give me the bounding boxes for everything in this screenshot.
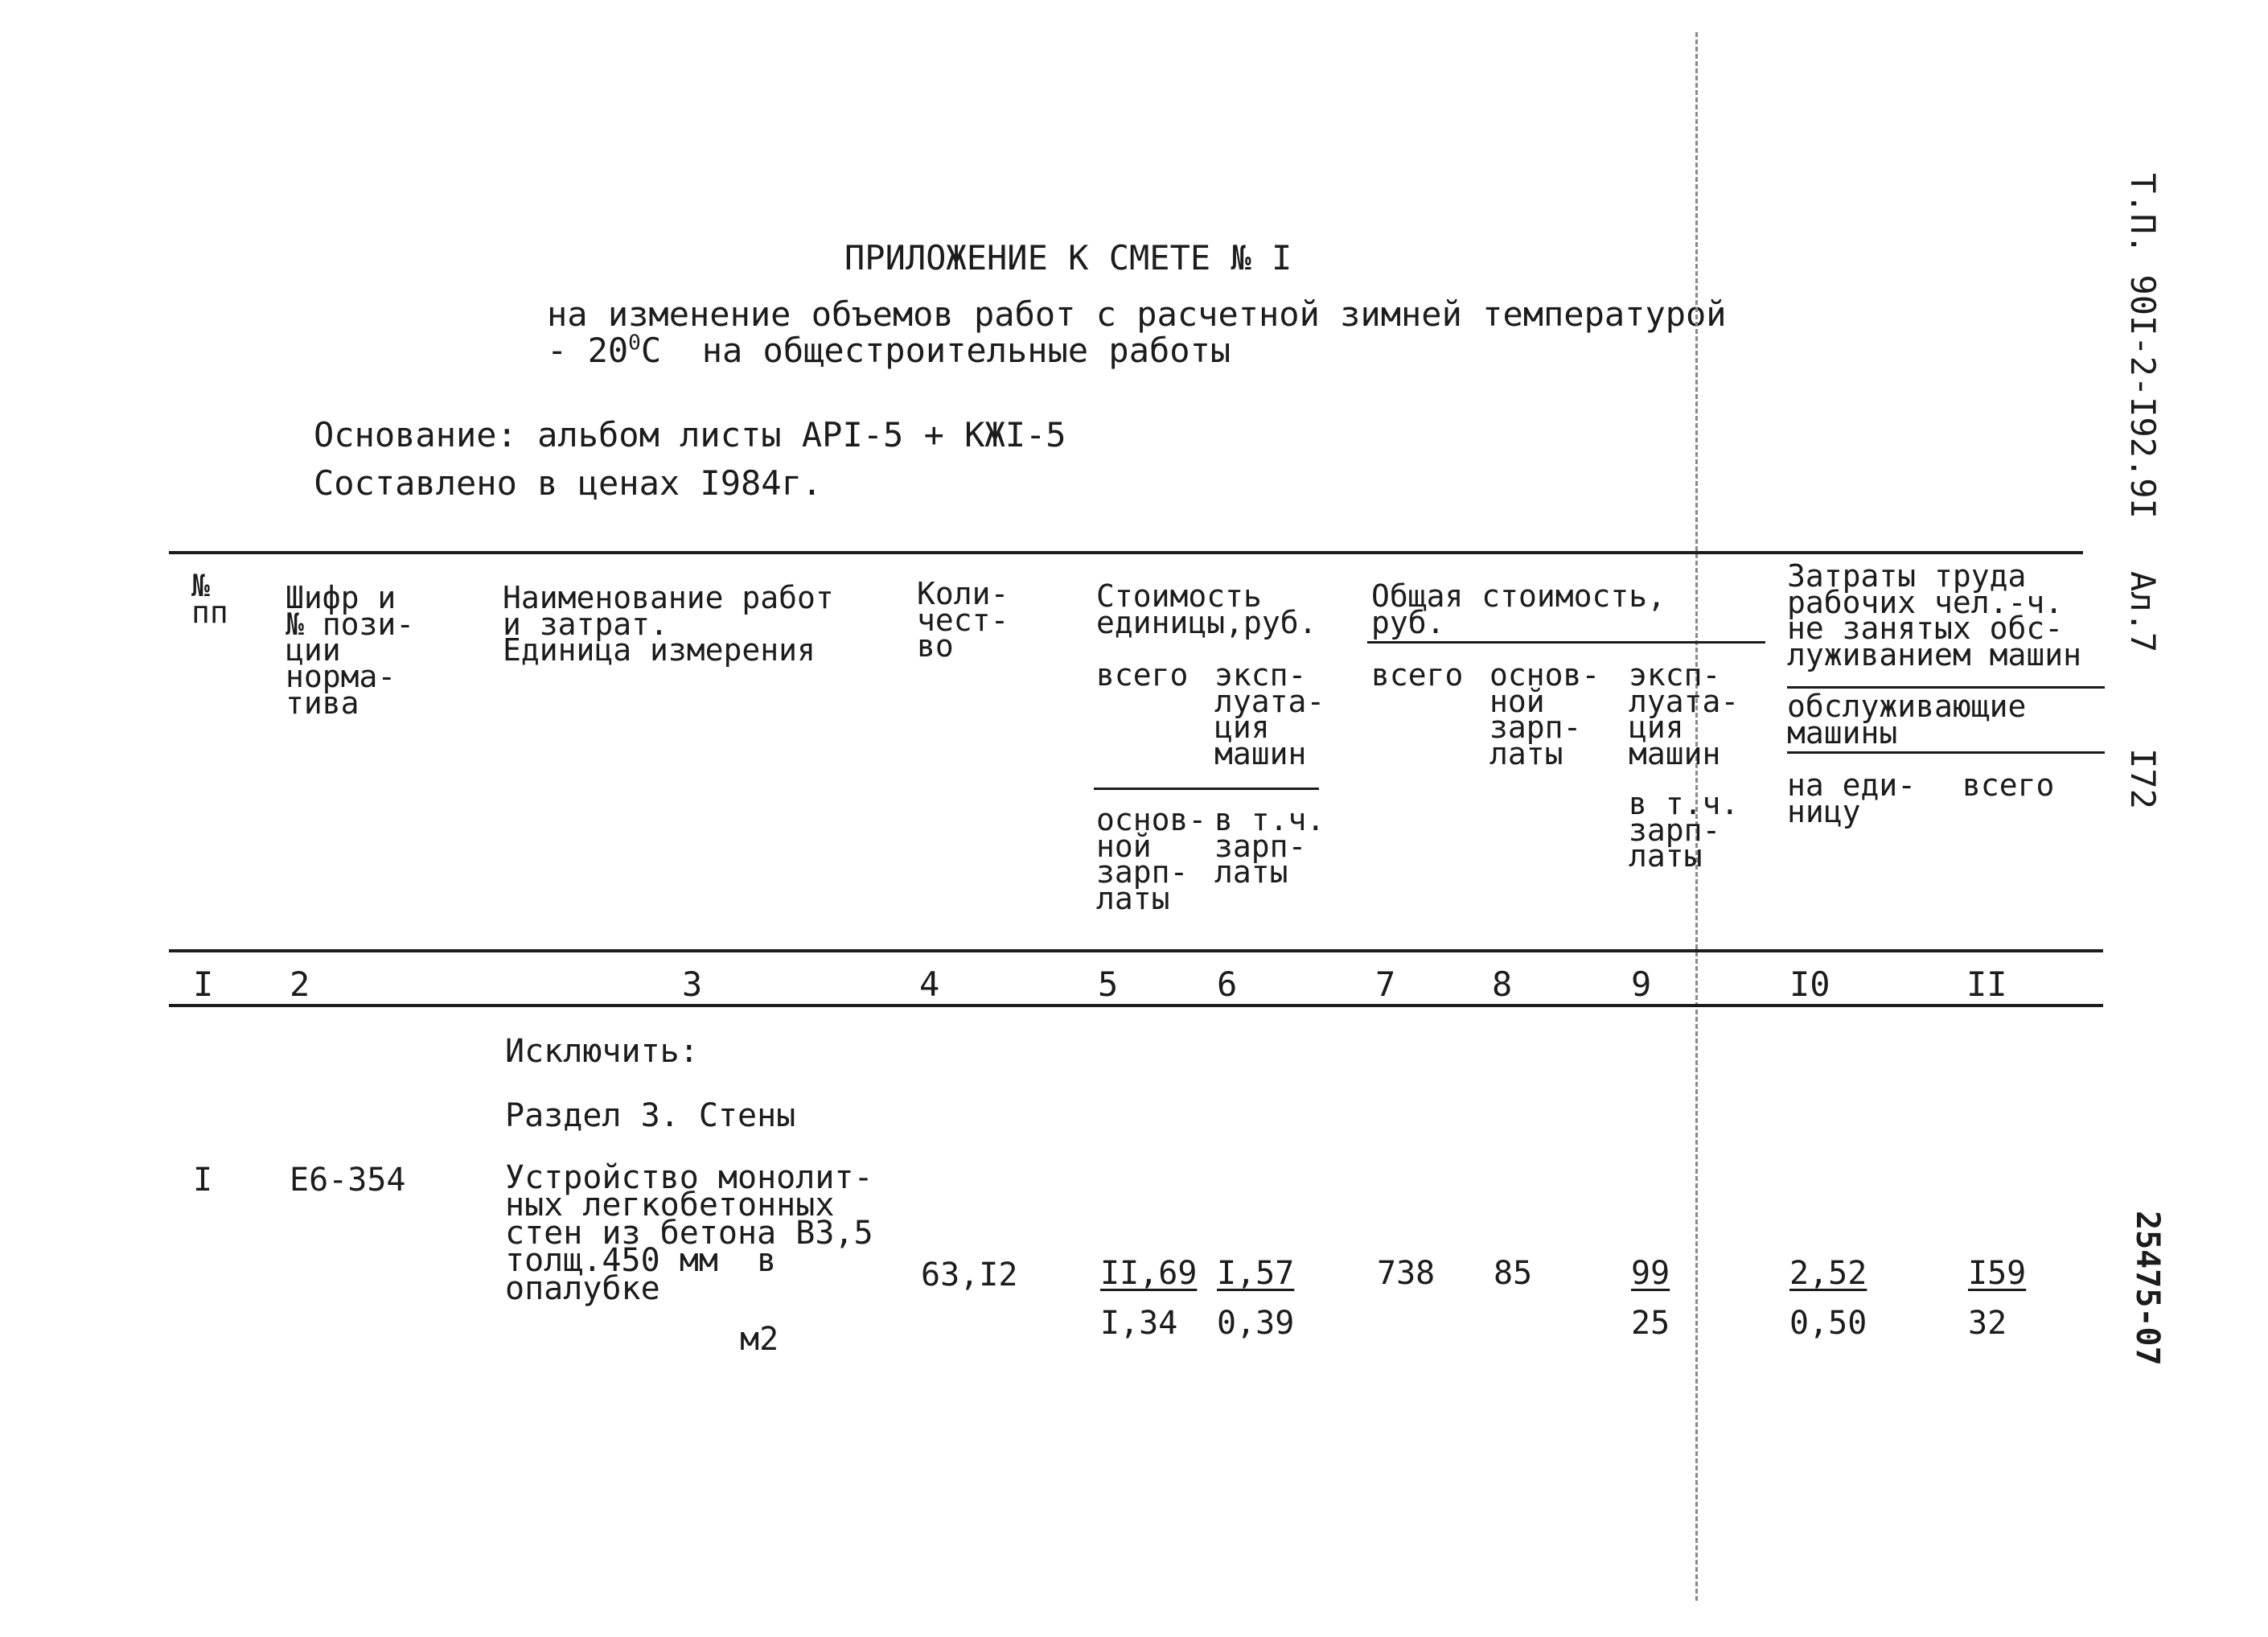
column-numbers-rule <box>169 1004 2103 1007</box>
col-number-4: 4 <box>919 965 940 1004</box>
row-number: I <box>193 1162 213 1199</box>
unit-cost-subrule <box>1094 788 1319 790</box>
header-labor-total: всего <box>1962 767 2055 803</box>
row-labor-per-unit-machines: 0,50 <box>1789 1305 1867 1342</box>
basis-line: Основание: альбом листы АРI-5 + КЖI-5 <box>314 415 1066 454</box>
header-total-cost-total: всего <box>1371 657 1464 693</box>
subtitle-line2: - $20^0С$ на общестроительные работы <box>547 331 1231 370</box>
col-number-9: 9 <box>1631 965 1652 1004</box>
row-quantity: 63,I2 <box>921 1257 1018 1294</box>
header-unit-cost-basic-wage: основ- ной зарп- латы <box>1096 802 1207 917</box>
col-number-11: II <box>1966 965 2007 1004</box>
side-stamp-album: Ал.7 <box>2123 571 2163 653</box>
header-col-quantity: Коли- чест- во <box>917 576 1009 664</box>
row-total-machines: 99 <box>1631 1255 1670 1292</box>
col-number-2: 2 <box>290 965 310 1004</box>
header-total-cost-incl-wage: в т.ч. зарп- латы <box>1629 786 1740 874</box>
row-unit-machines: I,57 <box>1217 1255 1295 1292</box>
table-top-rule <box>169 551 2083 554</box>
row-labor-total-machines: 32 <box>1968 1305 2007 1342</box>
header-total-cost-basic-wage: основ- ной зарп- латы <box>1489 657 1600 772</box>
col-number-3: 3 <box>682 965 703 1004</box>
header-unit-cost-total: всего <box>1096 657 1189 693</box>
subtitle-line1: на изменение объемов работ с расчетной зимней температурой <box>547 294 1727 334</box>
header-labor-title: Затраты труда рабочих чел.-ч. не занятых обс- луживанием машин <box>1787 558 2082 673</box>
header-labor-machines: обслуживающие машины <box>1787 689 2027 751</box>
inventory-number: 25475-07 <box>2129 1211 2166 1366</box>
row-unit-basic-wage: I,34 <box>1100 1305 1178 1342</box>
side-stamp-code: Т.П. 90I-2-I92.9I <box>2123 173 2163 519</box>
row-labor-per-unit: 2,52 <box>1789 1255 1867 1292</box>
col-number-6: 6 <box>1217 965 1238 1004</box>
header-total-cost-title: Общая стоимость, руб. <box>1371 578 1666 640</box>
col-number-10: I0 <box>1789 965 1830 1004</box>
col-number-5: 5 <box>1098 965 1119 1004</box>
row-total-basic-wage: 85 <box>1494 1255 1533 1292</box>
col-number-7: 7 <box>1375 965 1396 1004</box>
section-exclude: Исключить: <box>505 1033 699 1070</box>
header-unit-cost-incl-wage: в т.ч. зарп- латы <box>1214 802 1325 890</box>
header-col-name: Наименование работ и затрат. Единица измерения <box>503 580 834 668</box>
header-total-cost-machines: эксп- луата- ция машин <box>1629 657 1740 772</box>
row-total: 738 <box>1377 1255 1436 1292</box>
header-labor-per-unit: на еди- ницу <box>1787 767 1917 829</box>
col-number-8: 8 <box>1492 965 1513 1004</box>
side-stamp-page: I72 <box>2123 748 2163 809</box>
header-col-num: № пп <box>191 568 228 630</box>
col-number-1: I <box>193 965 214 1004</box>
row-unit-incl-wage: 0,39 <box>1217 1305 1295 1342</box>
document-title: ПРИЛОЖЕНИЕ К СМЕТЕ № I <box>844 238 1292 278</box>
labor-subrule-2 <box>1787 751 2105 754</box>
row-total-incl-wage: 25 <box>1631 1305 1670 1342</box>
section-name: Раздел 3. Стены <box>505 1097 796 1134</box>
row-code: Е6-354 <box>290 1162 406 1199</box>
row-labor-total: I59 <box>1968 1255 2027 1292</box>
row-unit-total: II,69 <box>1100 1255 1198 1292</box>
header-bottom-rule <box>169 949 2103 952</box>
row-unit: м2 <box>740 1321 779 1358</box>
header-unit-cost-title: Стоимость единицы,руб. <box>1096 578 1317 640</box>
row-name: Устройство монолит- ных легкобетонных стен из бетона В3,5 толщ.450 мм в опалубке <box>505 1159 873 1307</box>
header-unit-cost-machines: эксп- луата- ция машин <box>1214 657 1325 772</box>
header-col-code: Шифр и № пози- ции норма- тива <box>286 580 415 721</box>
total-cost-subrule <box>1367 641 1765 644</box>
prices-note: Составлено в ценах I984г. <box>314 463 823 503</box>
